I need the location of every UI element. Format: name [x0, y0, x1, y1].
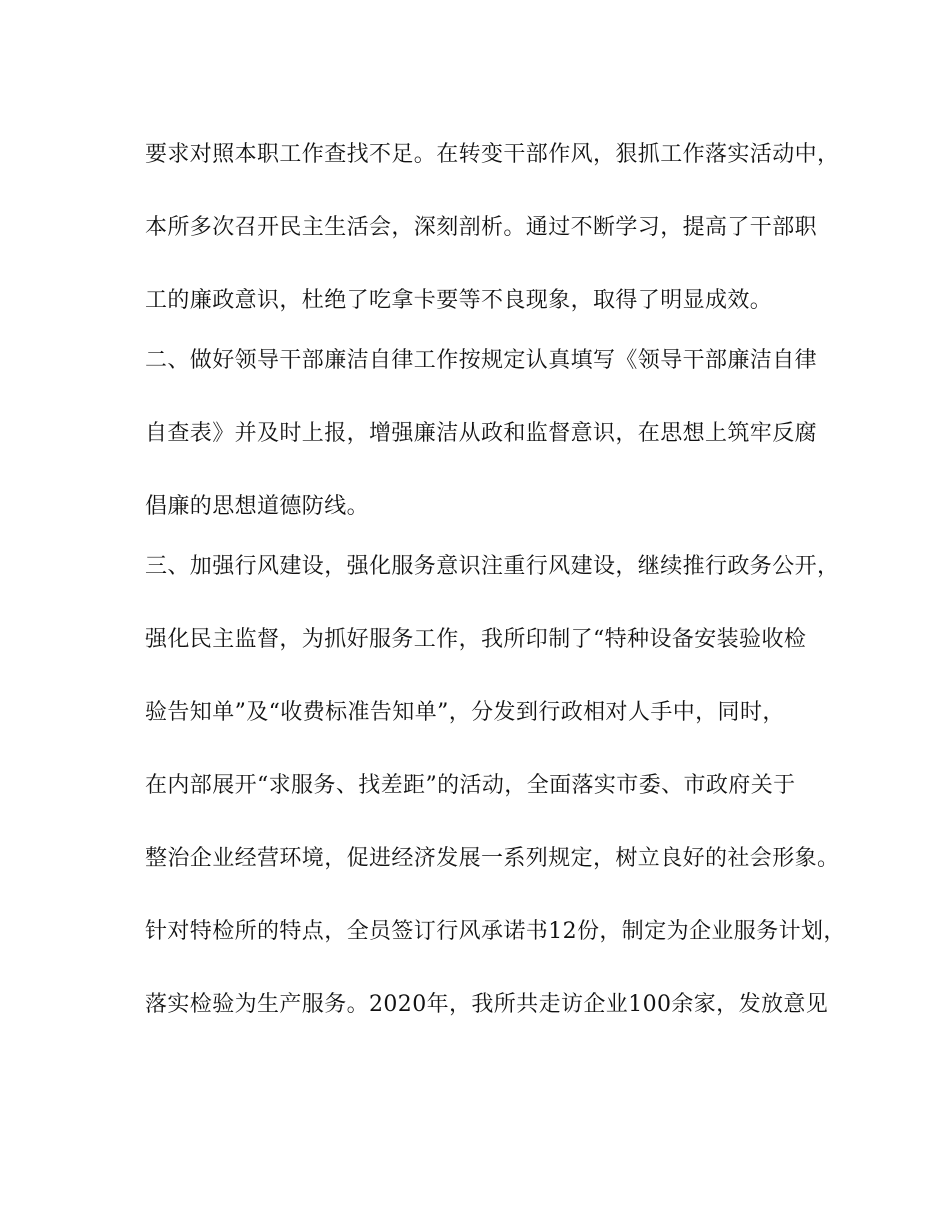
text-line: 落实检验为生产服务。2020年，我所共走访企业100余家，发放意见	[145, 992, 829, 1017]
text-line: 在内部展开“求服务、找差距”的活动，全面落实市委、市政府关于	[145, 773, 796, 798]
text-line: 工的廉政意识，杜绝了吃拿卡要等不良现象，取得了明显成效。	[145, 288, 773, 313]
text-line: 强化民主监督，为抓好服务工作，我所印制了“特种设备安装验收检	[145, 627, 807, 652]
text-line: 倡廉的思想道德防线。	[145, 494, 370, 519]
text-line: 整治企业经营环境，促进经济发展一系列规定，树立良好的社会形象。	[145, 846, 840, 871]
text-line: 要求对照本职工作查找不足。在转变干部作风，狠抓工作落实活动中，	[145, 142, 840, 167]
text-line: 针对特检所的特点，全员签订行风承诺书12份，制定为企业服务计划，	[145, 919, 846, 944]
section-heading-line: 三、加强行风建设，强化服务意识注重行风建设，继续推行政务公开，	[145, 554, 840, 579]
text-line: 本所多次召开民主生活会，深刻剖析。通过不断学习，提高了干部职	[145, 215, 818, 240]
text-line: 验告知单”及“收费标准告知单”，分发到行政相对人手中，同时，	[145, 700, 785, 725]
section-heading-line: 二、做好领导干部廉洁自律工作按规定认真填写《领导干部廉洁自律	[145, 348, 818, 373]
text-line: 自查表》并及时上报，增强廉洁从政和监督意识，在思想上筑牢反腐	[145, 421, 818, 446]
